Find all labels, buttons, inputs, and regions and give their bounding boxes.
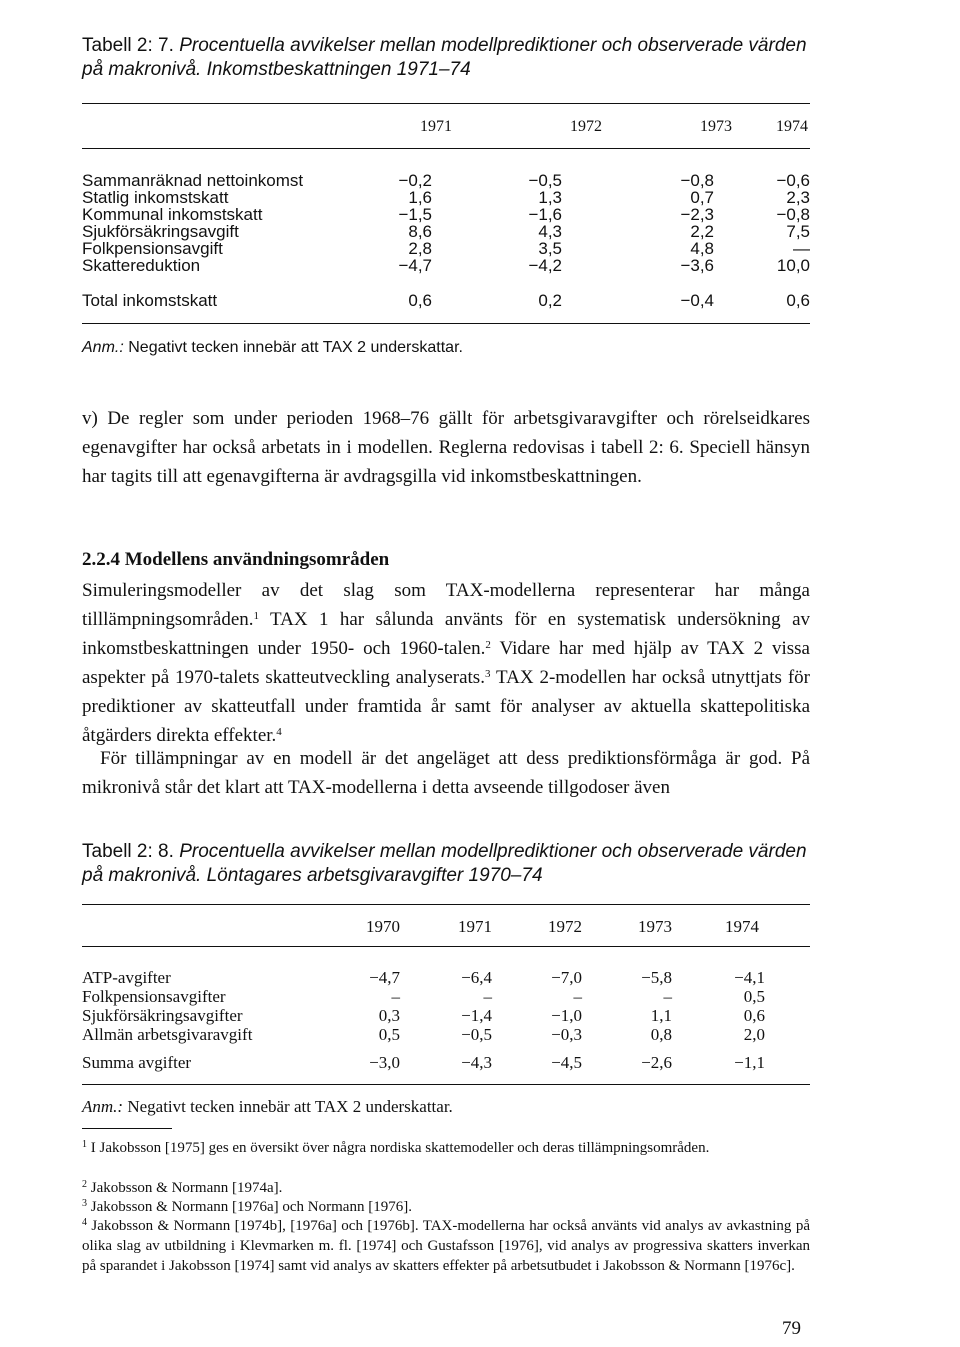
table8-total-cell: −4,3 bbox=[461, 1053, 492, 1072]
table8-cell: 0,8 bbox=[650, 1025, 672, 1044]
table7-cell: −0,6 bbox=[776, 171, 810, 190]
table7-year: 1971 bbox=[420, 118, 452, 135]
footnote-ref: 1 bbox=[253, 610, 260, 622]
table8-cell: 1,1 bbox=[650, 1006, 672, 1025]
footnote-text: Jakobsson & Normann [1974a]. bbox=[87, 1180, 283, 1196]
table7-row-label: Kommunal inkomstskatt bbox=[82, 205, 263, 224]
footnote-ref: 2 bbox=[485, 639, 491, 651]
table7-top-rule bbox=[82, 103, 810, 104]
footnote-separator bbox=[82, 1128, 172, 1129]
table8-total-label: Summa avgifter bbox=[82, 1053, 192, 1072]
footnote-ref: 4 bbox=[276, 726, 282, 738]
table7-cell: 10,0 bbox=[776, 256, 810, 275]
table8-total-cell: −4,5 bbox=[551, 1053, 582, 1072]
p1-part-d: TAX 2-modellen har också utnyttjats för prediktioner av skatteutfall under framtida år samt för analyser av aktuella skattepolitiska åtgärders direkta effekter. bbox=[82, 667, 810, 746]
table8-total-cell: −3,0 bbox=[369, 1053, 400, 1072]
table8-cell: 0,3 bbox=[378, 1006, 400, 1025]
table7-row-label: Sammanräknad nettoinkomst bbox=[82, 171, 304, 190]
table7-cell: −0,8 bbox=[776, 205, 810, 224]
footnote-ref: 3 bbox=[484, 668, 491, 680]
table7-total-cell: 0,6 bbox=[408, 291, 432, 310]
footnote-number: 3 bbox=[82, 1198, 87, 1209]
table7-total-cell: 0,6 bbox=[786, 291, 810, 310]
table8-caption bbox=[82, 840, 807, 888]
table8-title-line1: Procentuella avvikelser mellan modellprediktioner och observerade värden bbox=[179, 841, 807, 862]
table8-header-rule bbox=[82, 946, 810, 947]
table7-cell: −4,2 bbox=[528, 256, 562, 275]
footnote-number: 1 bbox=[82, 1139, 87, 1150]
table8-title-line2: på makronivå. Löntagares arbetsgivaravgifter 1970–74 bbox=[82, 865, 543, 886]
table8-cell: −0,5 bbox=[461, 1025, 492, 1044]
table8-note-prefix: Anm.: bbox=[82, 1097, 124, 1116]
table7-cell: 2,3 bbox=[786, 188, 810, 207]
footnote-text: I Jakobsson [1975] ges en översikt över några nordiska skattemodeller och deras tillämpningsområden. bbox=[87, 1140, 710, 1156]
table7-total-cell: 0,2 bbox=[538, 291, 562, 310]
table8-row-label: Sjukförsäkringsavgifter bbox=[82, 1006, 243, 1025]
section-heading: 2.2.4 Modellens användningsområden bbox=[82, 549, 390, 570]
table8-cell: −5,8 bbox=[641, 968, 672, 987]
table7-total-cell: −0,4 bbox=[680, 291, 714, 310]
table8-note-text: Negativt tecken innebär att TAX 2 underskattar. bbox=[123, 1097, 453, 1116]
table7-cell: 2,2 bbox=[690, 222, 714, 241]
table7-cell: 4,8 bbox=[690, 239, 714, 258]
table7-title-line1: Procentuella avvikelser mellan modellprediktioner och observerade värden bbox=[179, 35, 807, 56]
table8-note bbox=[82, 1096, 453, 1118]
table8-row-label: Allmän arbetsgivaravgift bbox=[82, 1025, 253, 1044]
section-paragraph-1 bbox=[82, 576, 810, 750]
table7-title-line2: på makronivå. Inkomstbeskattningen 1971–74 bbox=[82, 59, 471, 80]
table8-cell: −7,0 bbox=[551, 968, 582, 987]
table7-cell: 7,5 bbox=[786, 222, 810, 241]
footnote bbox=[82, 1178, 810, 1198]
table7-cell: −3,6 bbox=[680, 256, 714, 275]
table7-bottom-rule bbox=[82, 323, 810, 324]
table7-cell: — bbox=[793, 239, 810, 258]
table8-top-rule bbox=[82, 904, 810, 905]
table7-year: 1974 bbox=[776, 118, 808, 135]
table7-cell: 1,3 bbox=[538, 188, 562, 207]
table7-row-label: Sjukförsäkringsavgift bbox=[82, 222, 239, 241]
table7-cell: 3,5 bbox=[538, 239, 562, 258]
table8-bottom-rule bbox=[82, 1084, 810, 1085]
table8-cell: −0,3 bbox=[551, 1025, 582, 1044]
p1-part-b: TAX 1 har sålunda använts för en systematisk undersökning av inkomstbeskattningen under 1950- och 1960-talen. bbox=[82, 609, 810, 659]
p1-part-c: Vidare har med hjälp av TAX 2 vissa aspekter på 1970-talets skatteutveckling analyserats. bbox=[82, 638, 810, 688]
table7-caption bbox=[82, 34, 807, 82]
table8-cell: – bbox=[391, 987, 400, 1006]
table8-cell: – bbox=[483, 987, 492, 1006]
table8-year: 1972 bbox=[548, 917, 582, 936]
table8-row-label: ATP-avgifter bbox=[82, 968, 171, 987]
table8-year: 1974 bbox=[725, 917, 759, 936]
footnote-text: Jakobsson & Normann [1974b], [1976a] och [1976b]. TAX-modellerna har också använts vid analys av avkastning på olika slag av utbildning i Klevmarken m. fl. [1974] och Gustafsson [1976], vid analys av progressiva skatters inverkan på sparandet i Jakobsson [1974] samt vid analys av skatters effekter på arbetsutbudet i Jakobsson & Normann [1976c]. bbox=[82, 1218, 810, 1274]
footnote-text: Jakobsson & Normann [1976a] och Normann [1976]. bbox=[87, 1199, 412, 1215]
table8-cell: −4,1 bbox=[734, 968, 765, 987]
table8-total-cell: −1,1 bbox=[734, 1053, 765, 1072]
table8-cell: 2,0 bbox=[743, 1025, 765, 1044]
table7-cell: −0,5 bbox=[528, 171, 562, 190]
table7-total-label: Total inkomstskatt bbox=[82, 291, 218, 310]
table7-cell: −4,7 bbox=[398, 256, 432, 275]
table7-cell: −0,8 bbox=[680, 171, 714, 190]
paragraph-v: v) De regler som under perioden 1968–76 gällt för arbetsgivaravgifter och rörelseidkares egenavgifter har också arbetats in i modellen. Reglerna redovisas i tabell 2: 6. Speciell hänsyn har tagits till att egenavgifterna är avdragsgilla vid inkomstbeskattningen. bbox=[82, 408, 810, 487]
table7-note-text: Negativt tecken innebär att TAX 2 underskattar. bbox=[123, 339, 463, 356]
table7-row-label: Statlig inkomstskatt bbox=[82, 188, 229, 207]
table7-year: 1973 bbox=[700, 118, 732, 135]
table7-cell: −1,6 bbox=[528, 205, 562, 224]
p1-part-a: Simuleringsmodeller av det slag som TAX-modellerna representerar har många tilllämpningsområden. bbox=[82, 580, 810, 630]
table7-cell: 8,6 bbox=[408, 222, 432, 241]
footnote bbox=[82, 1197, 810, 1217]
table8-year: 1973 bbox=[638, 917, 672, 936]
table8-cell: −1,0 bbox=[551, 1006, 582, 1025]
table7-cell: −1,5 bbox=[398, 205, 432, 224]
table7-cell: 0,7 bbox=[690, 188, 714, 207]
table7-row-label: Skattereduktion bbox=[82, 256, 201, 275]
footnote-number: 4 bbox=[82, 1217, 87, 1228]
table7-year: 1972 bbox=[570, 118, 602, 135]
table8-cell: 0,5 bbox=[378, 1025, 400, 1044]
table7-cell: −2,3 bbox=[680, 205, 714, 224]
page-number: 79 bbox=[782, 1318, 801, 1339]
section-paragraph-2: För tillämpningar av en modell är det angeläget att dess prediktionsförmåga är god. På mikronivå står det klart att TAX-modellerna i detta avseende tillgodoser även bbox=[82, 748, 810, 798]
table7-cell: −0,2 bbox=[398, 171, 432, 190]
table7-label: Tabell 2: 7. bbox=[82, 35, 174, 56]
table7-cell: 4,3 bbox=[538, 222, 562, 241]
table8-total-cell: −2,6 bbox=[641, 1053, 672, 1072]
table7-row-label: Folkpensionsavgift bbox=[82, 239, 223, 258]
table8-cell: −4,7 bbox=[369, 968, 400, 987]
table8-year: 1970 bbox=[366, 917, 400, 936]
table8-year: 1971 bbox=[458, 917, 492, 936]
table8-cell: −6,4 bbox=[461, 968, 492, 987]
table8-row-label: Folkpensionsavgifter bbox=[82, 987, 226, 1006]
table8-cell: −1,4 bbox=[461, 1006, 492, 1025]
table7-cell: 1,6 bbox=[408, 188, 432, 207]
table8-cell: – bbox=[663, 987, 672, 1006]
table7-header-rule bbox=[82, 148, 810, 149]
table7-cell: 2,8 bbox=[408, 239, 432, 258]
table8-label: Tabell 2: 8. bbox=[82, 841, 174, 862]
table8-cell: 0,6 bbox=[743, 1006, 765, 1025]
table8-cell: 0,5 bbox=[743, 987, 765, 1006]
table7-note bbox=[82, 337, 463, 359]
footnote-number: 2 bbox=[82, 1179, 87, 1190]
footnote bbox=[82, 1138, 810, 1158]
table7-note-prefix: Anm.: bbox=[82, 339, 124, 356]
table8-cell: – bbox=[573, 987, 582, 1006]
footnote bbox=[82, 1216, 810, 1276]
